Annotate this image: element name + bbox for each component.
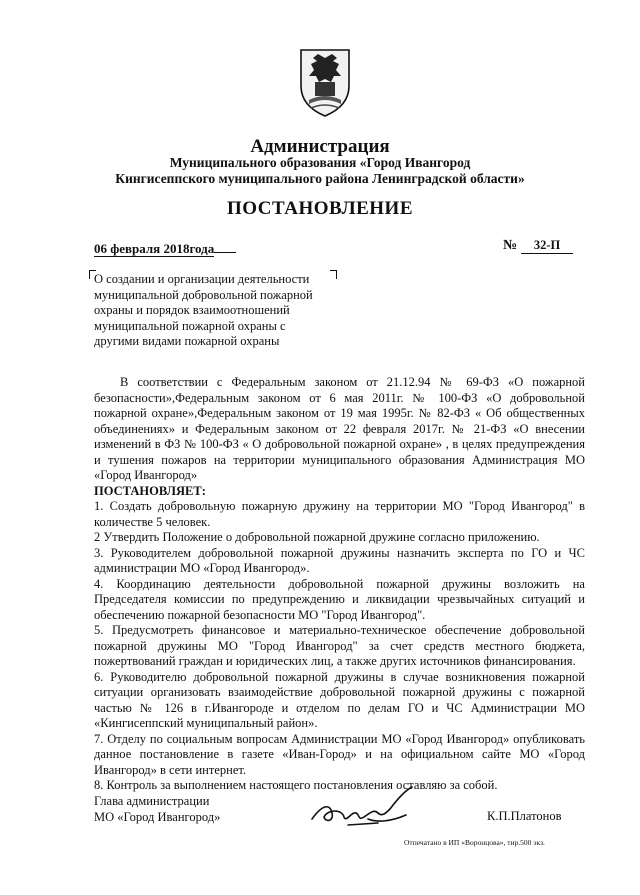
subject-line: муниципальной добровольной пожарной — [94, 287, 313, 302]
position-line: МО «Город Ивангород» — [94, 809, 221, 824]
document-type: ПОСТАНОВЛЕНИЕ — [226, 198, 414, 219]
document-number — [503, 238, 573, 254]
subject-line: охраны и порядок взаимоотношений — [94, 303, 290, 317]
subject-line: другими видами пожарной охраны — [94, 334, 280, 348]
document-body — [94, 375, 585, 794]
signatory-name: К.П.Платонов — [487, 809, 562, 823]
resolution-item: 6. Руководителю добровольной пожарной дружины в случае возникновения пожарной ситуации организовать взаимодействие добровольной пожарной дружины с пожарной частью № 126 в г.Ивангороде и отделом по делам ГО и ЧС Администрации МО «Кингисеппский муниципальный район». — [94, 669, 585, 730]
municipality-line: Муниципального образования «Город Ивангород — [169, 155, 471, 170]
document-date: 06 февраля 2018года — [94, 241, 236, 257]
position-line: Глава администрации — [94, 794, 210, 808]
signatory-position — [94, 794, 220, 825]
resolution-item: 5. Предусмотреть финансовое и материально-техническое обеспечение добровольной пожарной дружины МО "Город Ивангород" за счет средств местного бюджета, пожертвований граждан и юридических лиц, а также других источников финансирования. — [94, 623, 585, 668]
resolution-item: 1. Создать добровольную пожарную дружину на территории МО "Город Ивангород" в количестве 5 человек. — [94, 499, 585, 529]
resolution-item: 8. Контроль за выполнением настоящего постановления оставляю за собой. — [94, 778, 498, 792]
number-value: 32-П — [521, 238, 573, 254]
resolution-item: 3. Руководителем добровольной пожарной дружины назначить эксперта по ГО и ЧС администрации МО «Город Ивангород». — [94, 545, 585, 575]
document-subject — [94, 272, 336, 350]
resolution-item: 7. Отделу по социальным вопросам Администрации МО «Город Ивангород» опубликовать данное постановление в газете «Иван-Город» и на официальном сайте МО «Город Ивангород» в сети интернет. — [94, 731, 585, 777]
region-line: Кингисеппского муниципального района Ленинградской области» — [115, 171, 525, 186]
subject-line: муниципальной пожарной охраны с — [94, 318, 286, 333]
resolution-item: 4. Координацию деятельности добровольной пожарной дружины возложить на Председателя комиссии по предупреждению и ликвидации чрезвычайных ситуаций и обеспечению пожарной безопасности МО "Город Ивангород". — [94, 576, 585, 622]
subject-line: О создании и организации деятельности — [94, 272, 310, 286]
print-info: Отпечатано в ИП «Воронцова», тир.500 экз. — [404, 838, 545, 847]
coat-of-arms-icon — [297, 46, 353, 118]
handwritten-signature-icon — [308, 783, 418, 833]
admin-title: Администрация — [250, 136, 390, 157]
resolve-heading: ПОСТАНОВЛЯЕТ: — [94, 483, 206, 498]
preamble: В соответствии с Федеральным законом от 21.12.94 № 69-ФЗ «О пожарной безопасности»,Федеральным законом от 6 мая 2011г. № 100-ФЗ «О добровольной пожарной охране»,Федеральным законом от 19 мая 1995г. № 82-ФЗ « Об общественных объединениях» и Федеральным законом от 22 февраля 2017г. № 21-ФЗ «О внесении изменений в ФЗ № 100-ФЗ « О добровольной пожарной охране» , в целях предупреждения и тушения пожаров на территории муниципального образования Администрация МО «Город Ивангород» — [94, 375, 585, 482]
number-label: № — [503, 238, 518, 253]
resolution-item: 2 Утвердить Положение о добровольной пожарной дружине согласно приложению. — [94, 530, 540, 544]
